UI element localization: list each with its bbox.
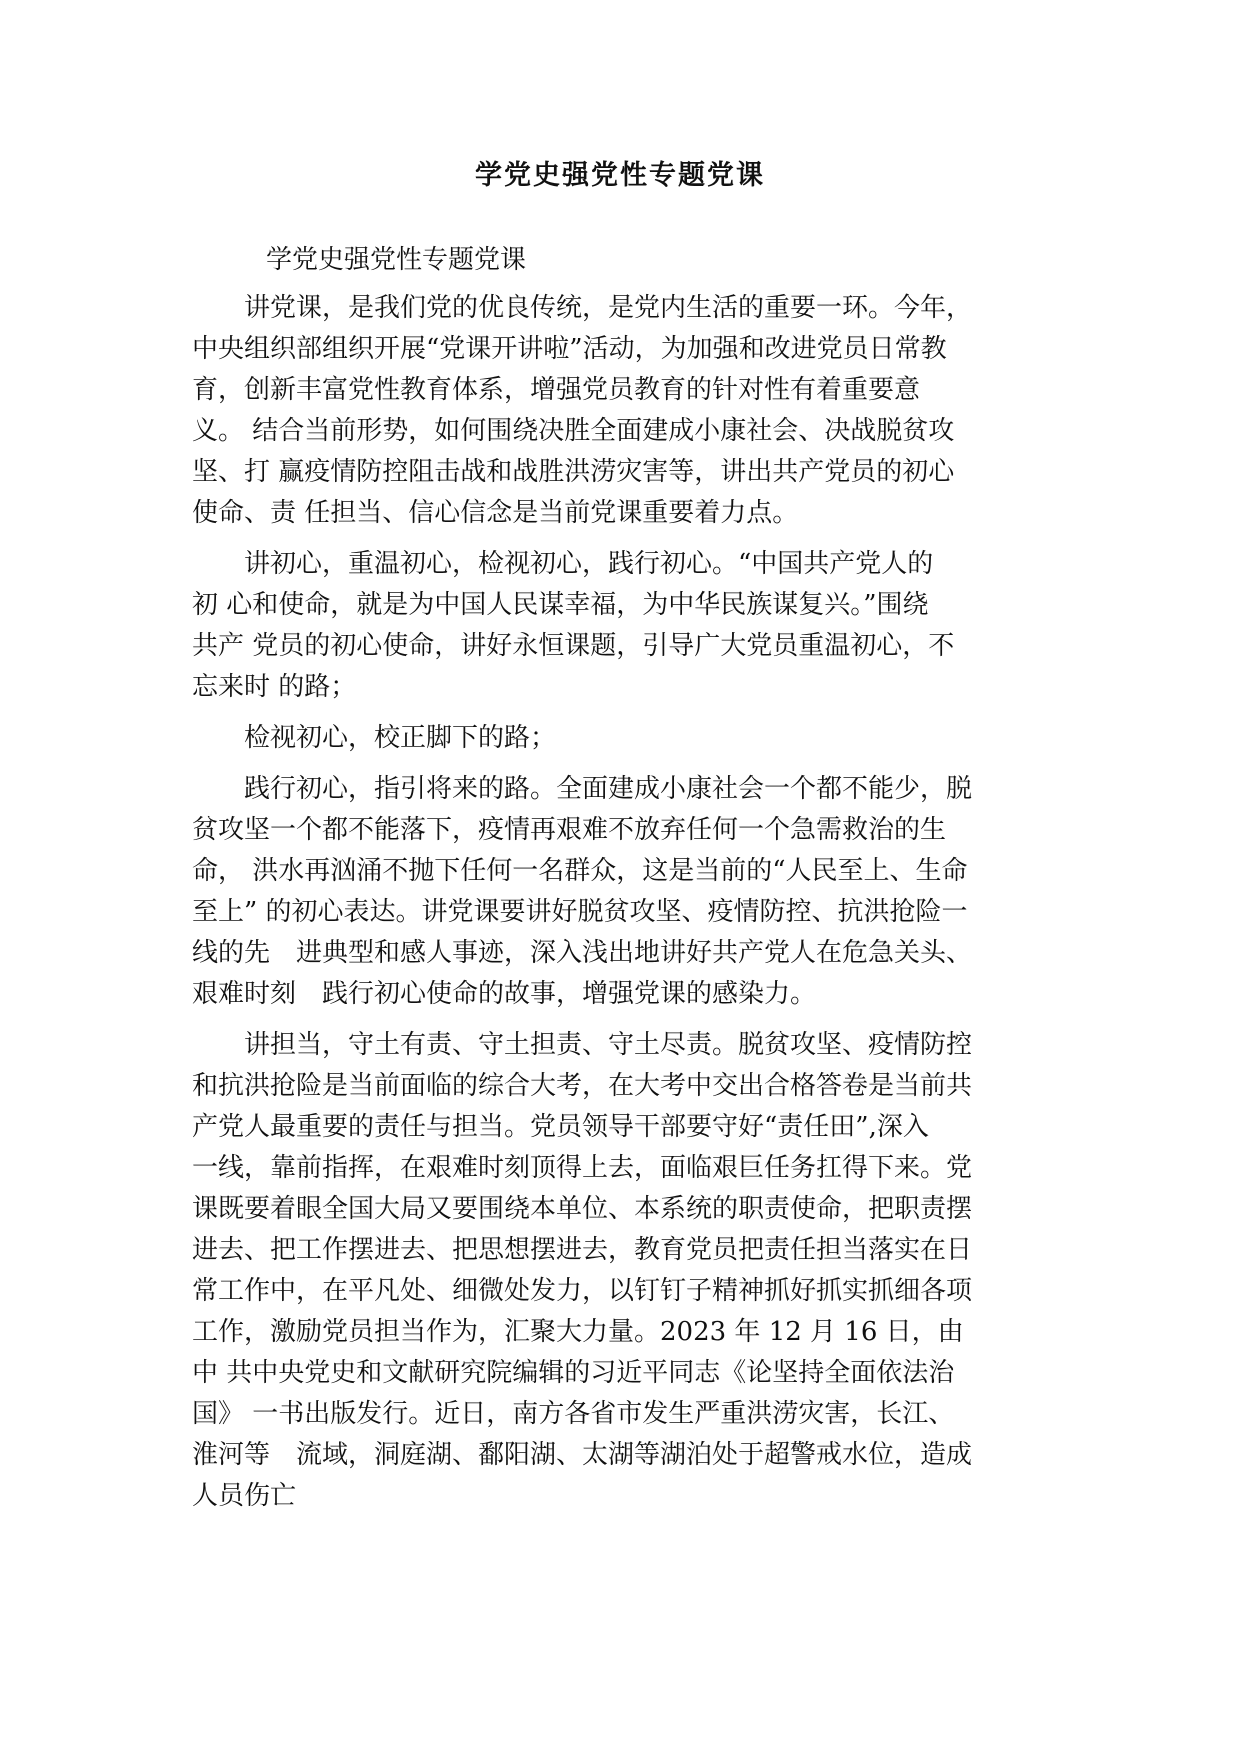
text-line: 育，创新丰富党性教育体系，增强党员教育的针对性有着重要意 bbox=[192, 375, 921, 405]
text-line: 讲初心，重温初心，检视初心，践行初心。“中国共产党人的 bbox=[192, 549, 934, 579]
text-line: 命， 洪水再汹涌不抛下任何一名群众，这是当前的“人民至上、生命 bbox=[192, 856, 968, 886]
text-line: 人员伤亡 bbox=[192, 1481, 297, 1511]
document-subtitle: 学党史强党性专题党课 bbox=[266, 245, 527, 275]
text-line: 产党人最重要的责任与担当。党员领导干部要守好“责任田”,深入 bbox=[192, 1112, 929, 1142]
paragraph-practice bbox=[192, 769, 1054, 1015]
text-line: 常工作中，在平凡处、细微处发力，以钉钉子精神抓好抓实抓细各项 bbox=[192, 1276, 973, 1306]
text-line: 国》 一书出版发行。近日，南方各省市发生严重洪涝灾害，长江、 bbox=[192, 1399, 955, 1429]
text-line: 至上” 的初心表达。讲党课要讲好脱贫攻坚、疫情防控、抗洪抢险一 bbox=[192, 897, 968, 927]
text-line: 使命、责 任担当、信心信念是当前党课重要着力点。 bbox=[192, 498, 799, 528]
text-line: 中 共中央党史和文献研究院编辑的习近平同志《论坚持全面依法治 bbox=[192, 1358, 955, 1388]
text-line: 讲党课，是我们党的优良传统，是党内生活的重要一环。今年， bbox=[192, 293, 973, 323]
paragraph-lecture-tradition bbox=[192, 288, 1054, 534]
text-line: 线的先 进典型和感人事迹，深入浅出地讲好共产党人在危急关头、 bbox=[192, 938, 973, 968]
text-line: 共产 党员的初心使命，讲好永恒课题，引导广大党员重温初心，不 bbox=[192, 631, 955, 661]
paragraph-examine bbox=[192, 718, 1054, 759]
text-line: 践行初心，指引将来的路。全面建成小康社会一个都不能少，脱 bbox=[192, 774, 973, 804]
text-line: 中央组织部组织开展“党课开讲啦”活动，为加强和改进党员日常教 bbox=[192, 334, 947, 364]
text-line: 工作，激励党员担当作为，汇聚大力量。2023 年 12 月 16 日，由 bbox=[192, 1317, 964, 1347]
text-line: 贫攻坚一个都不能落下，疫情再艰难不放弃任何一个急需救治的生 bbox=[192, 815, 947, 845]
text-line: 一线，靠前指挥，在艰难时刻顶得上去，面临艰巨任务扛得下来。党 bbox=[192, 1153, 973, 1183]
text-line: 艰难时刻 践行初心使命的故事，增强党课的感染力。 bbox=[192, 979, 817, 1009]
text-line: 初 心和使命，就是为中国人民谋幸福，为中华民族谋复兴。”围绕 bbox=[192, 590, 929, 620]
text-line: 坚、打 赢疫情防控阻击战和战胜洪涝灾害等，讲出共产党员的初心 bbox=[192, 457, 955, 487]
text-line: 讲担当，守土有责、守土担责、守土尽责。脱贫攻坚、疫情防控 bbox=[192, 1030, 973, 1060]
text-line: 课既要着眼全国大局又要围绕本单位、本系统的职责使命，把职责摆 bbox=[192, 1194, 973, 1224]
text-line: 和抗洪抢险是当前面临的综合大考，在大考中交出合格答卷是当前共 bbox=[192, 1071, 973, 1101]
text-line: 忘来时 的路； bbox=[192, 672, 357, 702]
paragraph-original-aspiration bbox=[192, 544, 1054, 708]
document-title: 学党史强党性专题党课 bbox=[475, 160, 765, 191]
text-line: 义。 结合当前形势，如何围绕决胜全面建成小康社会、决战脱贫攻 bbox=[192, 416, 955, 446]
text-line: 进去、把工作摆进去、把思想摆进去，教育党员把责任担当落实在日 bbox=[192, 1235, 973, 1265]
document-body bbox=[192, 240, 1054, 1527]
text-line: 检视初心，校正脚下的路； bbox=[192, 723, 557, 753]
paragraph-responsibility bbox=[192, 1025, 1054, 1517]
text-line: 淮河等 流域，洞庭湖、鄱阳湖、太湖等湖泊处于超警戒水位，造成 bbox=[192, 1440, 973, 1470]
